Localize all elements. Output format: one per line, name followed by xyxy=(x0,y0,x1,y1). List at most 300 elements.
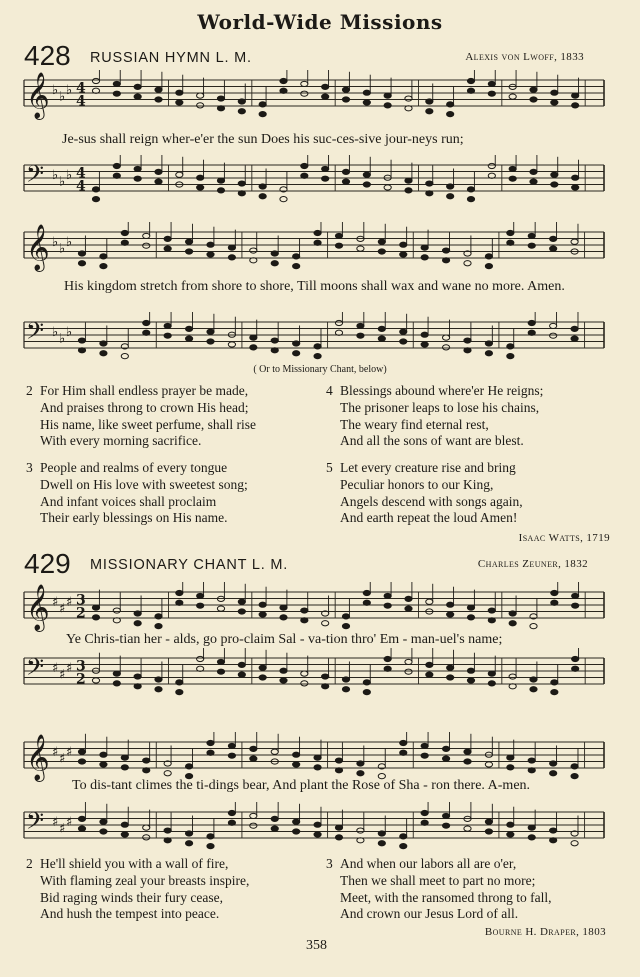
note-head xyxy=(507,344,514,349)
note-head xyxy=(314,344,321,349)
note-head xyxy=(488,81,495,86)
note-head xyxy=(530,687,537,692)
note-head xyxy=(78,749,85,754)
note-head xyxy=(442,258,449,263)
note-head xyxy=(217,606,224,611)
note-head xyxy=(322,84,329,89)
note-head xyxy=(155,87,162,92)
note-head xyxy=(467,88,474,93)
note-head xyxy=(571,774,578,779)
note-head xyxy=(155,179,162,184)
note-head xyxy=(207,252,214,257)
stanza-line: Dwell on His love with sweetest song; xyxy=(40,476,248,492)
stanza xyxy=(326,856,626,923)
note-head xyxy=(507,230,514,235)
note-head xyxy=(164,838,171,843)
time-signature-denominator: 4 xyxy=(76,178,86,195)
note-head xyxy=(357,771,364,776)
note-head xyxy=(314,822,321,827)
sharp-icon: ♯ xyxy=(59,821,66,837)
note-head xyxy=(507,832,514,837)
lyric-line: His kingdom stretch from shore to shore, Till moons shall wax and wane no more. Amen. xyxy=(64,279,565,294)
lyric-line: Ye Chris-tian her - alds, go pro-claim Sal - va-tion thro' Em - man-uel's name; xyxy=(66,632,503,647)
note-head xyxy=(185,764,192,769)
note-head xyxy=(378,841,385,846)
note-head xyxy=(528,233,535,238)
note-head xyxy=(207,740,214,745)
note-head xyxy=(280,88,287,93)
stanza xyxy=(326,383,626,450)
note-head xyxy=(550,838,557,843)
note-head xyxy=(550,246,557,251)
sharp-icon: ♯ xyxy=(59,667,66,683)
note-head xyxy=(485,254,492,259)
note-head xyxy=(447,112,454,117)
note-head xyxy=(314,230,321,235)
note-head xyxy=(572,103,579,108)
stanza-line: Angels descend with songs again, xyxy=(340,493,523,509)
stanza-line: Peculiar honors to our King, xyxy=(340,476,494,492)
flat-icon: ♭ xyxy=(66,234,73,250)
note-head xyxy=(238,181,245,186)
note-head xyxy=(322,94,329,99)
stanza xyxy=(326,460,626,527)
note-head xyxy=(384,593,391,598)
time-signature-denominator: 4 xyxy=(76,93,86,110)
note-head xyxy=(507,755,514,760)
note-head xyxy=(113,91,120,96)
note-head xyxy=(134,166,141,171)
note-head xyxy=(238,672,245,677)
note-head xyxy=(197,603,204,608)
note-head xyxy=(572,175,579,180)
note-head xyxy=(250,746,257,751)
tune-name: MISSIONARY CHANT L. M. xyxy=(90,557,289,573)
note-head xyxy=(400,740,407,745)
note-head xyxy=(357,828,364,833)
note-head xyxy=(426,662,433,667)
note-head xyxy=(155,624,162,629)
note-head xyxy=(238,599,245,604)
note-head xyxy=(378,326,385,331)
stanza-line: And hush the tempest into peace. xyxy=(40,906,220,922)
note-head xyxy=(509,674,516,679)
note-head xyxy=(550,236,557,241)
note-head xyxy=(363,100,370,105)
sharp-icon: ♯ xyxy=(66,660,73,676)
note-head xyxy=(259,102,266,107)
note-head xyxy=(113,671,120,676)
note-head xyxy=(485,819,492,824)
note-head xyxy=(447,184,454,189)
note-head xyxy=(121,822,128,827)
note-head xyxy=(363,600,370,605)
flat-icon: ♭ xyxy=(59,331,66,347)
note-head xyxy=(509,684,516,689)
note-head xyxy=(400,329,407,334)
note-head xyxy=(378,831,385,836)
sharp-icon: ♯ xyxy=(66,814,73,830)
note-head xyxy=(143,758,150,763)
note-head xyxy=(143,233,150,238)
stanza xyxy=(26,383,316,450)
note-head xyxy=(400,242,407,247)
note-head xyxy=(314,755,321,760)
note-head xyxy=(301,163,308,168)
note-head xyxy=(280,605,287,610)
note-head xyxy=(301,681,308,686)
note-head xyxy=(447,612,454,617)
note-head xyxy=(426,599,433,604)
note-head xyxy=(550,761,557,766)
note-head xyxy=(528,825,535,830)
note-head xyxy=(238,191,245,196)
flat-icon: ♭ xyxy=(66,167,73,183)
flat-icon: ♭ xyxy=(52,234,59,250)
note-head xyxy=(447,194,454,199)
note-head xyxy=(400,844,407,849)
note-head xyxy=(134,674,141,679)
note-head xyxy=(293,829,300,834)
composer-credit: Charles Zeuner, 1832 xyxy=(477,558,588,570)
stanza-line: The prisoner leaps to lose his chains, xyxy=(340,399,540,415)
note-head xyxy=(113,163,120,168)
note-head xyxy=(259,602,266,607)
note-head xyxy=(400,252,407,257)
note-head xyxy=(143,320,150,325)
note-head xyxy=(271,251,278,256)
sharp-icon: ♯ xyxy=(66,744,73,760)
note-head xyxy=(238,109,245,114)
note-head xyxy=(528,320,535,325)
note-head xyxy=(528,835,535,840)
note-head xyxy=(467,678,474,683)
stanza-line: For Him shall endless prayer be made, xyxy=(40,383,249,398)
stanza-number: 2 xyxy=(26,383,33,398)
note-head xyxy=(134,84,141,89)
note-head xyxy=(384,93,391,98)
note-head xyxy=(528,330,535,335)
note-head xyxy=(78,261,85,266)
note-head xyxy=(551,182,558,187)
note-head xyxy=(405,96,412,101)
note-head xyxy=(228,342,235,347)
note-head xyxy=(442,248,449,253)
note-head xyxy=(250,248,257,253)
note-head xyxy=(342,687,349,692)
note-head xyxy=(509,621,516,626)
note-head xyxy=(176,600,183,605)
note-head xyxy=(228,743,235,748)
stanza-number: 4 xyxy=(326,383,333,398)
note-head xyxy=(342,179,349,184)
note-head xyxy=(322,684,329,689)
note-head xyxy=(421,245,428,250)
note-head xyxy=(113,608,120,613)
flat-icon: ♭ xyxy=(52,324,59,340)
note-head xyxy=(572,603,579,608)
stanza-line: Let every creature rise and bring xyxy=(340,460,516,475)
note-head xyxy=(155,687,162,692)
note-head xyxy=(259,612,266,617)
stanza-line: With flaming zeal your breasts inspire, xyxy=(40,872,250,888)
note-head xyxy=(467,615,474,620)
time-signature-numerator: 3 xyxy=(76,658,86,675)
note-head xyxy=(197,593,204,598)
note-head xyxy=(507,240,514,245)
note-head xyxy=(378,249,385,254)
note-head xyxy=(143,243,150,248)
note-head xyxy=(464,759,471,764)
note-head xyxy=(134,621,141,626)
note-head xyxy=(551,600,558,605)
music-system xyxy=(0,222,640,272)
note-head xyxy=(357,323,364,328)
note-head xyxy=(250,258,257,263)
note-head xyxy=(280,615,287,620)
note-head xyxy=(197,103,204,108)
note-head xyxy=(551,680,558,685)
note-head xyxy=(238,99,245,104)
note-head xyxy=(121,240,128,245)
note-head xyxy=(155,677,162,682)
stanza-line: Then we shall meet to part no more; xyxy=(340,872,536,888)
note-head xyxy=(550,323,557,328)
note-head xyxy=(78,826,85,831)
note-head xyxy=(363,690,370,695)
note-head xyxy=(384,656,391,661)
note-head xyxy=(155,169,162,174)
note-head xyxy=(217,188,224,193)
note-head xyxy=(550,828,557,833)
note-head xyxy=(217,106,224,111)
note-head xyxy=(134,684,141,689)
stanza-number: 3 xyxy=(26,460,33,475)
note-head xyxy=(322,166,329,171)
note-head xyxy=(78,816,85,821)
bass-clef-icon: 𝄢 xyxy=(26,316,45,350)
note-head xyxy=(121,755,128,760)
flat-icon: ♭ xyxy=(66,82,73,98)
note-head xyxy=(528,243,535,248)
note-head xyxy=(378,336,385,341)
note-head xyxy=(509,166,516,171)
note-head xyxy=(228,810,235,815)
note-head xyxy=(488,91,495,96)
note-head xyxy=(464,826,471,831)
note-head xyxy=(228,245,235,250)
note-head xyxy=(228,255,235,260)
note-head xyxy=(551,690,558,695)
note-head xyxy=(197,185,204,190)
note-head xyxy=(121,354,128,359)
note-head xyxy=(164,828,171,833)
note-head xyxy=(100,341,107,346)
note-head xyxy=(92,187,99,192)
note-head xyxy=(322,621,329,626)
note-head xyxy=(250,823,257,828)
alternate-tune-note: ( Or to Missionary Chant, below) xyxy=(253,364,387,375)
note-head xyxy=(293,341,300,346)
note-head xyxy=(155,614,162,619)
note-head xyxy=(280,78,287,83)
note-head xyxy=(335,758,342,763)
note-head xyxy=(464,261,471,266)
note-head xyxy=(78,759,85,764)
note-head xyxy=(467,605,474,610)
note-head xyxy=(271,338,278,343)
note-head xyxy=(217,96,224,101)
note-head xyxy=(217,178,224,183)
note-head xyxy=(280,668,287,673)
page-number: 358 xyxy=(306,938,327,953)
bass-clef-icon: 𝄢 xyxy=(26,652,45,686)
note-head xyxy=(442,335,449,340)
author-credit: Bourne H. Draper, 1803 xyxy=(484,926,606,938)
note-head xyxy=(121,832,128,837)
music-system xyxy=(0,648,640,698)
note-head xyxy=(442,813,449,818)
note-head xyxy=(571,239,578,244)
note-head xyxy=(405,606,412,611)
note-head xyxy=(426,181,433,186)
note-head xyxy=(207,242,214,247)
note-head xyxy=(571,764,578,769)
treble-clef-icon: 𝄞 xyxy=(26,734,50,781)
note-head xyxy=(342,624,349,629)
note-head xyxy=(488,671,495,676)
note-head xyxy=(384,185,391,190)
note-head xyxy=(485,351,492,356)
note-head xyxy=(421,810,428,815)
note-head xyxy=(293,752,300,757)
treble-clef-icon: 𝄞 xyxy=(26,584,50,631)
note-head xyxy=(447,102,454,107)
sharp-icon: ♯ xyxy=(52,594,59,610)
note-head xyxy=(185,239,192,244)
note-head xyxy=(100,829,107,834)
stanza-line: And crown our Jesus Lord of all. xyxy=(340,906,519,922)
note-head xyxy=(400,750,407,755)
note-head xyxy=(92,615,99,620)
note-head xyxy=(530,97,537,102)
note-head xyxy=(78,348,85,353)
note-head xyxy=(464,338,471,343)
note-head xyxy=(78,338,85,343)
note-head xyxy=(100,351,107,356)
note-head xyxy=(363,590,370,595)
note-head xyxy=(378,239,385,244)
note-head xyxy=(301,173,308,178)
note-head xyxy=(342,169,349,174)
note-head xyxy=(572,185,579,190)
note-head xyxy=(280,678,287,683)
stanza-line: With every morning sacrifice. xyxy=(40,433,202,449)
note-head xyxy=(250,813,257,818)
note-head xyxy=(143,768,150,773)
note-head xyxy=(572,656,579,661)
note-head xyxy=(530,87,537,92)
note-head xyxy=(259,184,266,189)
note-head xyxy=(176,590,183,595)
note-head xyxy=(572,593,579,598)
section-title: World-Wide Missions xyxy=(197,10,443,34)
note-head xyxy=(485,341,492,346)
composer-credit: Alexis von Lwoff, 1833 xyxy=(465,51,584,63)
note-head xyxy=(176,100,183,105)
stanza-line: People and realms of every tongue xyxy=(40,460,228,475)
note-head xyxy=(164,246,171,251)
note-head xyxy=(571,326,578,331)
note-head xyxy=(357,246,364,251)
sharp-icon: ♯ xyxy=(59,601,66,617)
note-head xyxy=(572,666,579,671)
note-head xyxy=(92,197,99,202)
music-system xyxy=(0,802,640,852)
note-head xyxy=(271,749,278,754)
note-head xyxy=(301,618,308,623)
stanza xyxy=(26,460,316,527)
note-head xyxy=(485,829,492,834)
time-signature-numerator: 4 xyxy=(76,80,86,97)
note-head xyxy=(363,172,370,177)
stanza-line: And all the sons of want are blest. xyxy=(340,433,524,449)
note-head xyxy=(207,339,214,344)
music-system xyxy=(0,582,640,632)
note-head xyxy=(530,169,537,174)
note-head xyxy=(421,255,428,260)
note-head xyxy=(426,99,433,104)
note-head xyxy=(164,323,171,328)
note-head xyxy=(185,336,192,341)
note-head xyxy=(405,669,412,674)
sharp-icon: ♯ xyxy=(66,594,73,610)
note-head xyxy=(571,841,578,846)
flat-icon: ♭ xyxy=(52,82,59,98)
note-head xyxy=(293,819,300,824)
note-head xyxy=(238,609,245,614)
note-head xyxy=(322,176,329,181)
note-head xyxy=(259,194,266,199)
note-head xyxy=(551,172,558,177)
note-head xyxy=(384,603,391,608)
note-head xyxy=(293,254,300,259)
note-head xyxy=(488,608,495,613)
note-head xyxy=(176,680,183,685)
sharp-icon: ♯ xyxy=(52,814,59,830)
note-head xyxy=(405,178,412,183)
note-head xyxy=(301,608,308,613)
note-head xyxy=(551,590,558,595)
note-head xyxy=(155,97,162,102)
stanza-number: 5 xyxy=(326,460,333,475)
treble-clef-icon: 𝄞 xyxy=(26,72,50,119)
note-head xyxy=(488,681,495,686)
note-head xyxy=(293,351,300,356)
note-head xyxy=(530,179,537,184)
note-head xyxy=(467,197,474,202)
note-head xyxy=(426,191,433,196)
stanza-line: And praises throng to crown His head; xyxy=(40,399,249,415)
note-head xyxy=(121,765,128,770)
note-head xyxy=(485,762,492,767)
note-head xyxy=(509,176,516,181)
bass-clef-icon: 𝄢 xyxy=(26,806,45,840)
note-head xyxy=(314,240,321,245)
bass-clef-icon: 𝄢 xyxy=(26,159,45,193)
stanza-line: And when our labors all are o'er, xyxy=(340,856,517,871)
stanza-line: And earth repeat the loud Amen! xyxy=(340,510,518,526)
